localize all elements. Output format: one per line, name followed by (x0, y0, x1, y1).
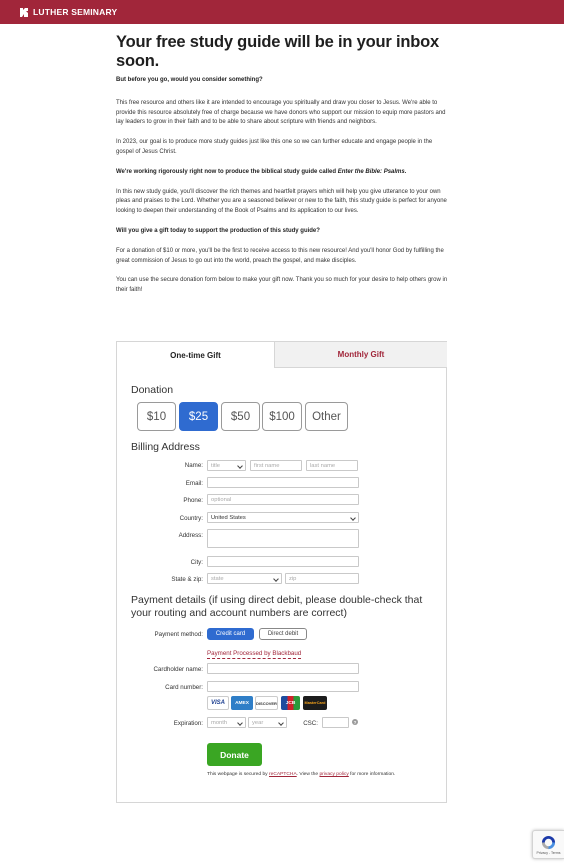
amount-10-button[interactable]: $10 (137, 402, 176, 431)
tab-one-time-gift[interactable]: One-time Gift (117, 342, 275, 368)
goal-paragraph: In 2023, our goal is to produce more study guides just like this one so we can further educate and engage people in the gospel of Jesus Christ. (116, 139, 433, 155)
amount-50-button[interactable]: $50 (221, 402, 260, 431)
intro-paragraph: This free resource and others like it are intended to encourage you spiritually and draw you closer to Jesus. We're able to provide this resource absolutely free of charge because we have donors who support our mission to equip more pastors and lay leaders to grow in their faith and to be able to share about scripture with friends and neighbors. (116, 99, 446, 126)
country-select[interactable]: United States (207, 512, 359, 523)
amount-other-button[interactable]: Other (305, 402, 348, 431)
csc-input[interactable] (322, 717, 349, 728)
psalms-paragraph (116, 168, 448, 178)
last-name-input[interactable]: last name (306, 460, 358, 471)
psalms-prefix: We're working rigorously right now to produce the biblical study guide called (116, 168, 338, 175)
discover-icon: DISCOVER (255, 696, 278, 710)
address-label: Address: (178, 532, 203, 539)
secure-mid: . View the (296, 772, 320, 777)
donate-button[interactable]: Donate (207, 743, 262, 766)
blackbaud-link[interactable]: Payment Processed by Blackbaud (207, 650, 302, 657)
donation-heading: Donation (131, 384, 174, 396)
payment-method-label: Payment method: (154, 631, 203, 638)
phone-input[interactable]: optional (207, 494, 359, 505)
tab-monthly-gift[interactable]: Monthly Gift (275, 342, 447, 368)
secure-prefix: This webpage is secured by (207, 772, 269, 777)
name-label: Name: (184, 462, 203, 469)
ask-paragraph: Will you give a gift today to support the production of this study guide? (116, 227, 320, 234)
study-guide-paragraph: In this new study guide, you'll discover the rich themes and heartfelt prayers which will help you give utterance to your own pleas and praises to the Lord. Whether you are a seasoned believer or new to the faith, this study guide is perfect for anyone looking to deepen their understanding of the Book of Psalms and its application to our lives. (116, 188, 447, 215)
exp-year-select[interactable]: year (248, 717, 287, 728)
brand-logo[interactable] (19, 7, 117, 18)
donation-benefit-paragraph: For a donation of $10 or more, you'll be the first to receive access to this new resource! And you'll honor God by fulfilling the great commission of Jesus to go out into the world, preach the gospel, and make disciples. (116, 247, 444, 264)
amount-25-button[interactable]: $25 (179, 402, 218, 431)
recaptcha-badge[interactable] (532, 830, 564, 859)
main-content (116, 33, 448, 296)
amount-100-button[interactable]: $100 (262, 402, 302, 431)
card-number-input[interactable] (207, 681, 359, 692)
page-subtitle: But before you go, would you consider something? (116, 77, 263, 83)
state-select[interactable]: state (207, 573, 282, 584)
csc-help-icon[interactable]: ? (353, 719, 357, 725)
csc-label: CSC: (303, 720, 318, 727)
zip-input[interactable]: zip (285, 573, 359, 584)
phone-label: Phone: (183, 497, 203, 504)
expiration-label: Expiration: (173, 720, 203, 727)
cardholder-name-label: Cardholder name: (153, 666, 203, 673)
payment-details-heading: Payment details (if using direct debit, please double-check that your routing and account numbers are correct) (131, 594, 423, 619)
top-bar (0, 0, 564, 24)
psalms-suffix: . (404, 168, 407, 175)
city-label: City: (190, 559, 203, 566)
exp-month-select[interactable]: month (207, 717, 246, 728)
title-select[interactable]: title (207, 460, 246, 471)
privacy-policy-link[interactable]: privacy policy (319, 772, 349, 777)
visa-icon: VISA (207, 696, 229, 710)
email-input[interactable] (207, 477, 359, 488)
billing-address-heading: Billing Address (131, 441, 200, 453)
jcb-icon: JCB (281, 696, 300, 710)
mastercard-icon: MasterCard (303, 696, 327, 710)
address-textarea[interactable] (207, 529, 359, 548)
credit-card-button[interactable]: Credit card (207, 628, 254, 640)
first-name-input[interactable]: first name (250, 460, 302, 471)
secure-suffix: for more information. (348, 772, 396, 777)
recaptcha-link[interactable]: reCAPTCHA (268, 772, 297, 777)
direct-debit-button[interactable]: Direct debit (259, 628, 307, 640)
amex-icon: AMEX (231, 696, 253, 710)
thank-you-paragraph: You can use the secure donation form below to make your gift now. Thank you so much for your desire to help others grow in their faith! (116, 277, 448, 294)
donation-form (116, 341, 447, 803)
recaptcha-icon (541, 835, 556, 850)
recaptcha-links[interactable]: Privacy - Terms (536, 850, 561, 855)
city-input[interactable] (207, 556, 359, 567)
luther-rose-icon (19, 7, 29, 18)
cardholder-name-input[interactable] (207, 663, 359, 674)
country-label: Country: (179, 515, 203, 522)
recaptcha-notice (207, 772, 395, 777)
card-number-label: Card number: (165, 684, 203, 691)
page-title: Your free study guide will be in your inbox soon. (116, 33, 439, 70)
state-zip-label: State & zip: (171, 576, 203, 583)
email-label: Email: (185, 480, 203, 487)
brand-name: LUTHER SEMINARY (33, 7, 118, 17)
psalms-title: Enter the Bible: Psalms (337, 168, 405, 175)
